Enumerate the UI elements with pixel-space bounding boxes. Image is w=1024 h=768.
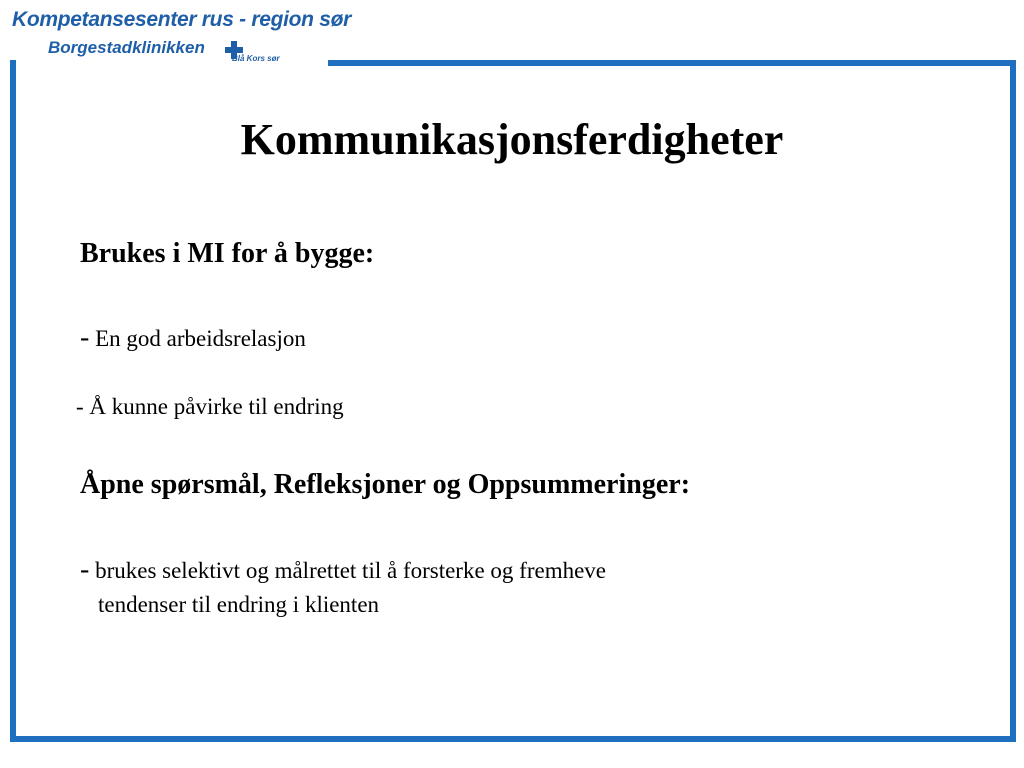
list-item: [76, 394, 344, 420]
list-item-text: En god arbeidsrelasjon: [89, 326, 306, 351]
section1-heading: Brukes i MI for å bygge:: [80, 238, 375, 269]
slide-title: Kommunikasjonsferdigheter: [240, 115, 784, 164]
bullet-dash: -: [80, 554, 90, 585]
logo-title: Kompetansesenter rus - region sør: [12, 8, 352, 31]
list-item-continuation: tendenser til endring i klienten: [98, 592, 380, 617]
list-item: [80, 554, 606, 586]
list-item: [80, 322, 306, 354]
logo-tagline: Blå Kors sør: [232, 54, 280, 63]
list-item-text: brukes selektivt og målrettet til å forsterke og fremheve: [89, 558, 607, 583]
list-item-text: Å kunne påvirke til endring: [83, 394, 344, 419]
bullet-dash: -: [80, 322, 90, 353]
logo: [10, 6, 352, 68]
bullet-dash: -: [76, 394, 84, 419]
section2-heading: Åpne spørsmål, Refleksjoner og Oppsummeringer:: [80, 469, 691, 500]
logo-subtitle: Borgestadklinikken: [48, 38, 205, 57]
